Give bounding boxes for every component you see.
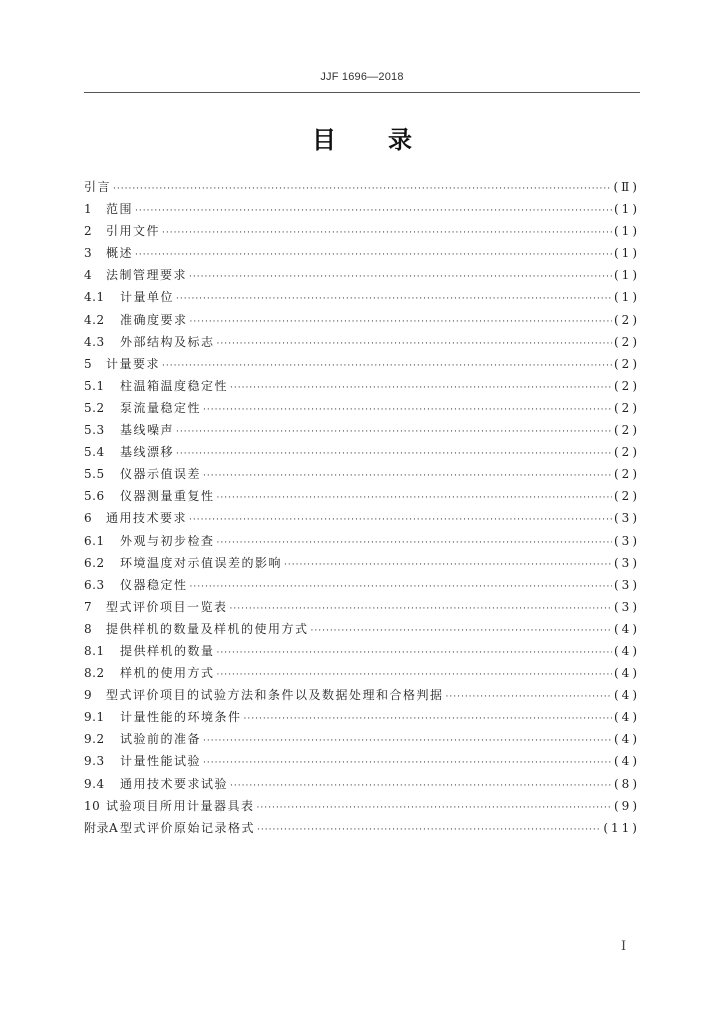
- toc-entry-page: (4): [614, 643, 640, 658]
- toc-entry-number: 8: [84, 621, 93, 636]
- toc-entry[interactable]: [84, 485, 640, 507]
- toc-entry-page: (3): [614, 533, 640, 548]
- toc-entry[interactable]: [84, 375, 640, 397]
- toc-entry-page: (9): [614, 798, 640, 813]
- toc-entry-title: 范围: [106, 202, 134, 217]
- toc-dot-leader: [189, 266, 612, 286]
- toc-entry-page: (8): [614, 776, 640, 791]
- toc-entry-number: 5.6: [84, 489, 105, 504]
- toc-entry-title: 提供样机的数量: [120, 643, 215, 658]
- toc-entry-number: 5.2: [84, 400, 105, 415]
- toc-entry-number: 9.4: [84, 776, 105, 791]
- toc-entry-title: 泵流量稳定性: [120, 400, 202, 415]
- toc-entry-title: 试验前的准备: [120, 732, 202, 747]
- toc-entry-page: (1): [614, 268, 640, 283]
- toc-dot-leader: [244, 708, 612, 728]
- toc-dot-leader: [135, 244, 612, 264]
- toc-entry-page: (2): [614, 378, 640, 393]
- toc-entry[interactable]: [84, 750, 640, 772]
- toc-entry[interactable]: [84, 507, 640, 529]
- toc-entry-title: 计量要求: [106, 356, 161, 371]
- toc-entry-title: 准确度要求: [120, 312, 188, 327]
- toc-entry-title: 外观与初步检查: [120, 533, 215, 548]
- toc-entry-title: 通用技术要求试验: [120, 776, 229, 791]
- toc-entry-title: 仪器示值误差: [120, 467, 202, 482]
- toc-entry-title: 基线噪声: [120, 423, 175, 438]
- toc-entry-title: 型式评价原始记录格式: [120, 820, 256, 835]
- toc-dot-leader: [190, 311, 612, 331]
- toc-dot-leader: [162, 355, 612, 375]
- toc-entry-title: 仪器稳定性: [120, 577, 188, 592]
- toc-dot-leader: [230, 598, 612, 618]
- toc-entry-page: (2): [614, 312, 640, 327]
- toc-entry-page: (2): [614, 356, 640, 371]
- toc-entry-number: 4: [84, 268, 93, 283]
- toc-entry-title: 型式评价项目的试验方法和条件以及数据处理和合格判据: [106, 688, 444, 703]
- title-char-2: 录: [388, 126, 412, 154]
- toc-entry-title: 提供样机的数量及样机的使用方式: [106, 621, 309, 636]
- toc-dot-leader: [257, 797, 612, 817]
- toc-dot-leader: [203, 465, 612, 485]
- toc-entry-number: 6: [84, 511, 93, 526]
- toc-entry-page: (4): [614, 710, 640, 725]
- toc-entry[interactable]: [84, 419, 640, 441]
- toc-entry-title: 计量性能试验: [120, 754, 202, 769]
- toc-entry[interactable]: [84, 309, 640, 331]
- toc-entry-page: (1): [614, 290, 640, 305]
- toc-entry[interactable]: [84, 264, 640, 286]
- toc-entry-number: 4.1: [84, 290, 105, 305]
- toc-dot-leader: [203, 399, 612, 419]
- toc-dot-leader: [217, 664, 612, 684]
- toc-dot-leader: [284, 554, 612, 574]
- toc-entry-number: 6.2: [84, 555, 105, 570]
- toc-dot-leader: [230, 377, 612, 397]
- toc-entry-title: 引言: [84, 180, 112, 194]
- toc-dot-leader: [203, 730, 612, 750]
- toc-entry-title: 计量单位: [120, 290, 175, 305]
- toc-entry-number: 10: [84, 798, 101, 813]
- toc-entry-title: 样机的使用方式: [120, 666, 215, 681]
- toc-entry-number: 5: [84, 356, 93, 371]
- toc-dot-leader: [257, 819, 601, 839]
- toc-entry-title: 引用文件: [106, 224, 161, 239]
- toc-entry[interactable]: [84, 397, 640, 419]
- toc-dot-leader: [217, 487, 612, 507]
- table-of-contents: [84, 176, 640, 839]
- toc-entry-page: (2): [614, 334, 640, 349]
- page-title: [0, 120, 724, 155]
- toc-entry-title: 型式评价项目一览表: [106, 599, 228, 614]
- toc-entry[interactable]: [84, 552, 640, 574]
- toc-entry-page: (Ⅱ): [613, 180, 640, 194]
- toc-dot-leader: [230, 775, 612, 795]
- toc-entry-page: (2): [614, 423, 640, 438]
- toc-dot-leader: [217, 642, 612, 662]
- toc-entry-page: (4): [614, 666, 640, 681]
- toc-entry-number: 3: [84, 246, 93, 261]
- toc-entry-title: 外部结构及标志: [120, 334, 215, 349]
- page-number: I: [621, 939, 627, 954]
- header-divider: [84, 92, 640, 93]
- toc-entry-page: (1): [614, 202, 640, 217]
- toc-entry-page: (3): [614, 599, 640, 614]
- toc-entry-number: 7: [84, 599, 93, 614]
- toc-entry[interactable]: [84, 773, 640, 795]
- toc-entry-number: 4.2: [84, 312, 105, 327]
- toc-entry-number: 5.5: [84, 467, 105, 482]
- toc-entry-number: 附录A: [84, 820, 119, 835]
- toc-entry[interactable]: [84, 662, 640, 684]
- toc-entry-title: 计量性能的环境条件: [120, 710, 242, 725]
- toc-dot-leader: [446, 686, 612, 706]
- toc-entry-page: (4): [614, 754, 640, 769]
- toc-entry[interactable]: [84, 706, 640, 728]
- toc-entry[interactable]: [84, 640, 640, 662]
- toc-entry-page: (2): [614, 400, 640, 415]
- toc-dot-leader: [311, 620, 612, 640]
- toc-entry-page: (4): [614, 732, 640, 747]
- toc-entry-number: 9.2: [84, 732, 105, 747]
- toc-entry-page: (3): [614, 511, 640, 526]
- toc-entry-number: 2: [84, 224, 93, 239]
- toc-dot-leader: [135, 200, 612, 220]
- title-char-1: 目: [312, 126, 336, 154]
- toc-entry-number: 8.1: [84, 643, 105, 658]
- toc-entry-number: 5.4: [84, 445, 105, 460]
- toc-entry-title: 柱温箱温度稳定性: [120, 378, 229, 393]
- toc-entry[interactable]: [84, 353, 640, 375]
- toc-dot-leader: [189, 509, 612, 529]
- toc-entry-title: 基线漂移: [120, 445, 175, 460]
- toc-entry-number: 9: [84, 688, 93, 703]
- toc-entry-number: 5.3: [84, 423, 105, 438]
- toc-dot-leader: [176, 288, 612, 308]
- toc-entry-page: (2): [614, 489, 640, 504]
- toc-entry-number: 6.3: [84, 577, 105, 592]
- standard-code-header: JJF 1696—2018: [320, 71, 404, 83]
- toc-entry[interactable]: [84, 596, 640, 618]
- toc-dot-leader: [176, 443, 612, 463]
- toc-dot-leader: [176, 421, 612, 441]
- toc-entry-number: 4.3: [84, 334, 105, 349]
- toc-entry[interactable]: [84, 198, 640, 220]
- toc-entry-page: (4): [614, 688, 640, 703]
- toc-entry[interactable]: [84, 728, 640, 750]
- toc-entry[interactable]: [84, 530, 640, 552]
- toc-entry-title: 仪器测量重复性: [120, 489, 215, 504]
- toc-entry[interactable]: [84, 220, 640, 242]
- toc-entry-number: 6.1: [84, 533, 105, 548]
- toc-entry-page: (3): [614, 577, 640, 592]
- toc-entry-title: 环境温度对示值误差的影响: [120, 555, 283, 570]
- toc-entry[interactable]: [84, 684, 640, 706]
- toc-entry[interactable]: [84, 242, 640, 264]
- toc-dot-leader: [203, 752, 612, 772]
- toc-entry-page: (1): [614, 246, 640, 261]
- toc-entry[interactable]: [84, 176, 640, 198]
- toc-entry-page: (2): [614, 467, 640, 482]
- toc-entry-number: 5.1: [84, 378, 105, 393]
- toc-entry-number: 8.2: [84, 666, 105, 681]
- toc-entry[interactable]: [84, 286, 640, 308]
- toc-entry-number: 1: [84, 202, 93, 217]
- toc-dot-leader: [162, 222, 612, 242]
- toc-dot-leader: [113, 178, 611, 198]
- toc-dot-leader: [190, 576, 612, 596]
- toc-entry-number: 9.3: [84, 754, 105, 769]
- toc-entry[interactable]: [84, 618, 640, 640]
- toc-entry-page: (2): [614, 445, 640, 460]
- toc-entry-page: (4): [614, 621, 640, 636]
- toc-dot-leader: [217, 532, 612, 552]
- toc-entry[interactable]: [84, 441, 640, 463]
- toc-entry-title: 试验项目所用计量器具表: [106, 798, 255, 813]
- toc-entry-title: 法制管理要求: [106, 268, 188, 283]
- toc-entry[interactable]: [84, 795, 640, 817]
- toc-entry[interactable]: [84, 463, 640, 485]
- toc-entry-title: 通用技术要求: [106, 511, 188, 526]
- toc-entry-page: (3): [614, 555, 640, 570]
- toc-entry[interactable]: [84, 817, 640, 839]
- toc-entry-page: (1): [614, 224, 640, 239]
- toc-entry-page: (11): [603, 820, 640, 835]
- toc-entry-title: 概述: [106, 246, 134, 261]
- toc-entry-number: 9.1: [84, 710, 105, 725]
- toc-dot-leader: [217, 333, 612, 353]
- toc-entry[interactable]: [84, 331, 640, 353]
- toc-entry[interactable]: [84, 574, 640, 596]
